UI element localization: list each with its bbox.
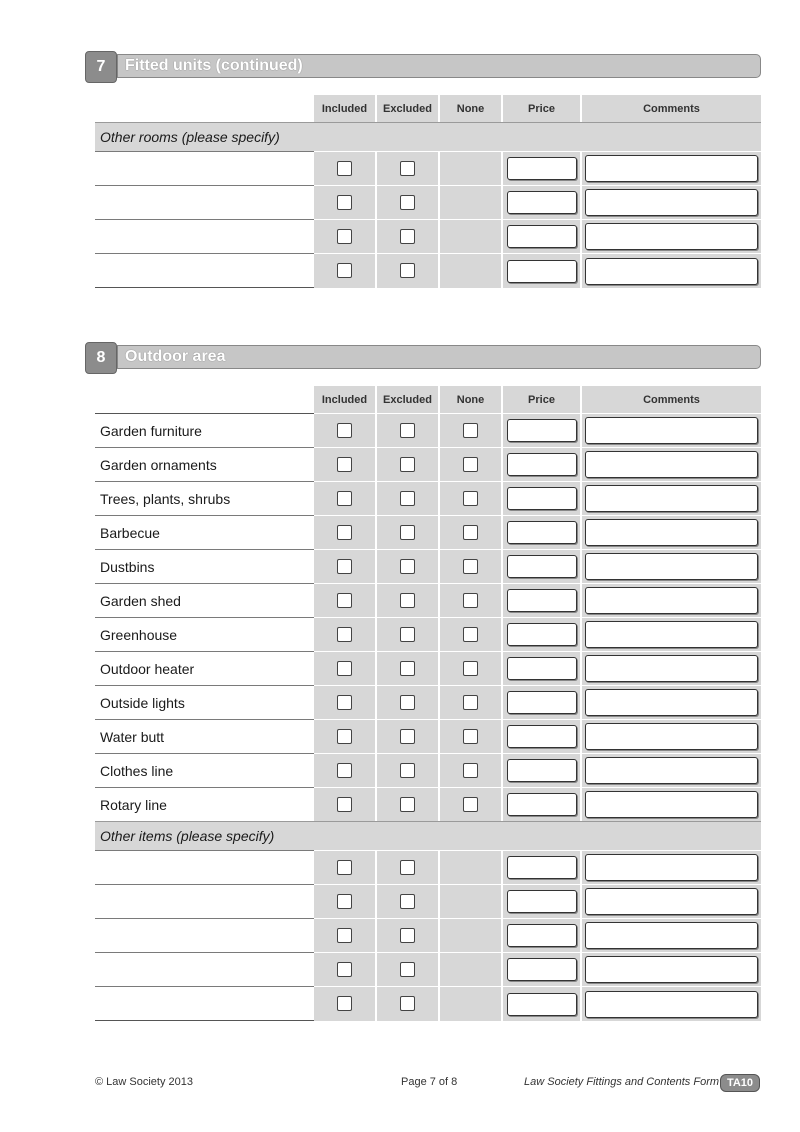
section-7-header xyxy=(85,53,761,83)
excluded-cell xyxy=(377,253,440,288)
section-title: Fitted units (continued) xyxy=(117,54,761,78)
specify-row xyxy=(95,884,761,918)
included-checkbox[interactable] xyxy=(337,423,352,438)
specify-row xyxy=(95,952,761,986)
none-cell xyxy=(440,413,503,447)
comments-cell xyxy=(582,185,761,219)
price-cell xyxy=(503,719,582,753)
other-rooms-label: Other rooms (please specify) xyxy=(95,122,761,151)
comments-cell xyxy=(582,219,761,253)
excluded-cell xyxy=(377,583,440,617)
price-field[interactable] xyxy=(507,191,577,214)
price-field[interactable] xyxy=(507,453,577,476)
section-number: 8 xyxy=(85,342,117,374)
price-field[interactable] xyxy=(507,225,577,248)
comments-cell xyxy=(582,952,761,986)
item-label xyxy=(95,884,314,918)
header-blank xyxy=(95,95,314,122)
comments-field[interactable] xyxy=(585,258,758,285)
excluded-checkbox[interactable] xyxy=(400,729,415,744)
price-field[interactable] xyxy=(507,260,577,283)
comments-field[interactable] xyxy=(585,155,758,182)
price-field[interactable] xyxy=(507,487,577,510)
none-cell xyxy=(440,515,503,549)
price-cell xyxy=(503,685,582,719)
included-cell xyxy=(314,481,377,515)
comments-cell xyxy=(582,753,761,787)
specify-row xyxy=(95,986,761,1021)
none-cell xyxy=(440,447,503,481)
comments-cell xyxy=(582,918,761,952)
specify-row xyxy=(95,253,761,288)
included-cell xyxy=(314,253,377,288)
comments-cell xyxy=(582,515,761,549)
none-cell xyxy=(440,151,503,185)
column-header-comments: Comments xyxy=(582,95,761,122)
price-cell xyxy=(503,481,582,515)
item-label: Water butt xyxy=(95,719,314,753)
none-cell xyxy=(440,986,503,1021)
comments-field[interactable] xyxy=(585,655,758,682)
none-cell xyxy=(440,850,503,884)
included-checkbox[interactable] xyxy=(337,695,352,710)
included-checkbox[interactable] xyxy=(337,263,352,278)
price-field[interactable] xyxy=(507,691,577,714)
included-cell xyxy=(314,447,377,481)
none-cell xyxy=(440,952,503,986)
included-checkbox[interactable] xyxy=(337,559,352,574)
comments-cell xyxy=(582,549,761,583)
specify-row xyxy=(95,850,761,884)
comments-field[interactable] xyxy=(585,223,758,250)
excluded-checkbox[interactable] xyxy=(400,263,415,278)
comments-cell xyxy=(582,583,761,617)
included-cell xyxy=(314,952,377,986)
comments-field[interactable] xyxy=(585,922,758,949)
comments-cell xyxy=(582,481,761,515)
included-checkbox[interactable] xyxy=(337,229,352,244)
included-cell xyxy=(314,850,377,884)
price-cell xyxy=(503,253,582,288)
excluded-checkbox[interactable] xyxy=(400,695,415,710)
included-cell xyxy=(314,719,377,753)
included-cell xyxy=(314,549,377,583)
comments-field[interactable] xyxy=(585,417,758,444)
excluded-cell xyxy=(377,481,440,515)
other-items-label: Other items (please specify) xyxy=(95,821,761,850)
item-row xyxy=(95,753,761,787)
price-cell xyxy=(503,753,582,787)
included-cell xyxy=(314,787,377,821)
comments-field[interactable] xyxy=(585,451,758,478)
column-header-included: Included xyxy=(314,386,377,413)
excluded-cell xyxy=(377,918,440,952)
price-cell xyxy=(503,884,582,918)
excluded-checkbox[interactable] xyxy=(400,593,415,608)
none-checkbox[interactable] xyxy=(463,729,478,744)
item-label: Clothes line xyxy=(95,753,314,787)
none-checkbox[interactable] xyxy=(463,695,478,710)
none-cell xyxy=(440,651,503,685)
comments-field[interactable] xyxy=(585,991,758,1018)
excluded-checkbox[interactable] xyxy=(400,763,415,778)
item-row xyxy=(95,617,761,651)
price-cell xyxy=(503,413,582,447)
price-cell xyxy=(503,447,582,481)
comments-field[interactable] xyxy=(585,689,758,716)
section-title: Outdoor area xyxy=(117,345,761,369)
none-checkbox[interactable] xyxy=(463,627,478,642)
item-label: Barbecue xyxy=(95,515,314,549)
price-field[interactable] xyxy=(507,419,577,442)
item-label xyxy=(95,952,314,986)
excluded-checkbox[interactable] xyxy=(400,195,415,210)
none-cell xyxy=(440,481,503,515)
included-cell xyxy=(314,986,377,1021)
excluded-checkbox[interactable] xyxy=(400,860,415,875)
none-checkbox[interactable] xyxy=(463,491,478,506)
included-checkbox[interactable] xyxy=(337,195,352,210)
price-cell xyxy=(503,651,582,685)
item-label xyxy=(95,253,314,288)
comments-cell xyxy=(582,447,761,481)
comments-cell xyxy=(582,850,761,884)
included-cell xyxy=(314,151,377,185)
included-checkbox[interactable] xyxy=(337,627,352,642)
copyright-text: © Law Society 2013 xyxy=(95,1076,193,1088)
price-field[interactable] xyxy=(507,521,577,544)
included-cell xyxy=(314,583,377,617)
excluded-checkbox[interactable] xyxy=(400,457,415,472)
price-field[interactable] xyxy=(507,657,577,680)
excluded-cell xyxy=(377,753,440,787)
item-label: Trees, plants, shrubs xyxy=(95,481,314,515)
excluded-checkbox[interactable] xyxy=(400,661,415,676)
excluded-checkbox[interactable] xyxy=(400,491,415,506)
item-label xyxy=(95,185,314,219)
comments-cell xyxy=(582,617,761,651)
included-checkbox[interactable] xyxy=(337,525,352,540)
none-checkbox[interactable] xyxy=(463,525,478,540)
none-checkbox[interactable] xyxy=(463,593,478,608)
comments-cell xyxy=(582,413,761,447)
comments-cell xyxy=(582,986,761,1021)
excluded-checkbox[interactable] xyxy=(400,423,415,438)
excluded-cell xyxy=(377,447,440,481)
included-checkbox[interactable] xyxy=(337,491,352,506)
price-field[interactable] xyxy=(507,890,577,913)
item-row xyxy=(95,413,761,447)
column-header-none: None xyxy=(440,95,503,122)
item-row xyxy=(95,583,761,617)
price-field[interactable] xyxy=(507,555,577,578)
excluded-cell xyxy=(377,617,440,651)
none-cell xyxy=(440,787,503,821)
price-field[interactable] xyxy=(507,924,577,947)
price-cell xyxy=(503,952,582,986)
excluded-cell xyxy=(377,549,440,583)
price-field[interactable] xyxy=(507,725,577,748)
comments-field[interactable] xyxy=(585,485,758,512)
none-checkbox[interactable] xyxy=(463,559,478,574)
included-cell xyxy=(314,515,377,549)
included-checkbox[interactable] xyxy=(337,729,352,744)
price-field[interactable] xyxy=(507,958,577,981)
comments-field[interactable] xyxy=(585,854,758,881)
none-cell xyxy=(440,185,503,219)
comments-field[interactable] xyxy=(585,519,758,546)
item-label xyxy=(95,151,314,185)
included-checkbox[interactable] xyxy=(337,996,352,1011)
column-header-included: Included xyxy=(314,95,377,122)
comments-cell xyxy=(582,787,761,821)
excluded-checkbox[interactable] xyxy=(400,161,415,176)
included-checkbox[interactable] xyxy=(337,797,352,812)
comments-field[interactable] xyxy=(585,621,758,648)
none-cell xyxy=(440,753,503,787)
comments-field[interactable] xyxy=(585,791,758,818)
price-field[interactable] xyxy=(507,623,577,646)
excluded-cell xyxy=(377,185,440,219)
included-checkbox[interactable] xyxy=(337,161,352,176)
included-cell xyxy=(314,651,377,685)
form-code-badge: TA10 xyxy=(720,1074,760,1092)
item-label: Garden shed xyxy=(95,583,314,617)
comments-cell xyxy=(582,719,761,753)
included-cell xyxy=(314,884,377,918)
excluded-cell xyxy=(377,884,440,918)
comments-cell xyxy=(582,685,761,719)
column-header-excluded: Excluded xyxy=(377,95,440,122)
none-checkbox[interactable] xyxy=(463,797,478,812)
excluded-cell xyxy=(377,787,440,821)
column-header-comments: Comments xyxy=(582,386,761,413)
comments-cell xyxy=(582,651,761,685)
excluded-checkbox[interactable] xyxy=(400,229,415,244)
item-row xyxy=(95,719,761,753)
comments-field[interactable] xyxy=(585,189,758,216)
price-field[interactable] xyxy=(507,793,577,816)
form-name: Law Society Fittings and Contents Form xyxy=(524,1076,720,1088)
item-label xyxy=(95,918,314,952)
included-cell xyxy=(314,219,377,253)
excluded-cell xyxy=(377,719,440,753)
excluded-checkbox[interactable] xyxy=(400,996,415,1011)
price-cell xyxy=(503,986,582,1021)
price-field[interactable] xyxy=(507,157,577,180)
price-field[interactable] xyxy=(507,589,577,612)
none-cell xyxy=(440,219,503,253)
none-cell xyxy=(440,719,503,753)
excluded-cell xyxy=(377,151,440,185)
item-label: Rotary line xyxy=(95,787,314,821)
comments-cell xyxy=(582,253,761,288)
included-checkbox[interactable] xyxy=(337,763,352,778)
column-header-excluded: Excluded xyxy=(377,386,440,413)
included-cell xyxy=(314,685,377,719)
specify-row xyxy=(95,151,761,185)
item-label: Garden furniture xyxy=(95,413,314,447)
item-row xyxy=(95,447,761,481)
excluded-cell xyxy=(377,651,440,685)
none-cell xyxy=(440,617,503,651)
included-checkbox[interactable] xyxy=(337,860,352,875)
item-label xyxy=(95,219,314,253)
included-cell xyxy=(314,918,377,952)
included-checkbox[interactable] xyxy=(337,593,352,608)
column-header-price: Price xyxy=(503,95,582,122)
none-cell xyxy=(440,918,503,952)
excluded-checkbox[interactable] xyxy=(400,559,415,574)
item-row xyxy=(95,515,761,549)
item-row xyxy=(95,651,761,685)
page-number: Page 7 of 8 xyxy=(401,1076,458,1088)
none-cell xyxy=(440,583,503,617)
none-checkbox[interactable] xyxy=(463,423,478,438)
comments-field[interactable] xyxy=(585,587,758,614)
item-label xyxy=(95,850,314,884)
comments-field[interactable] xyxy=(585,888,758,915)
item-row xyxy=(95,549,761,583)
item-row xyxy=(95,481,761,515)
price-cell xyxy=(503,918,582,952)
comments-field[interactable] xyxy=(585,553,758,580)
item-label: Outside lights xyxy=(95,685,314,719)
item-label: Greenhouse xyxy=(95,617,314,651)
none-checkbox[interactable] xyxy=(463,457,478,472)
item-row xyxy=(95,787,761,821)
none-cell xyxy=(440,253,503,288)
excluded-cell xyxy=(377,952,440,986)
comments-field[interactable] xyxy=(585,757,758,784)
price-cell xyxy=(503,617,582,651)
included-checkbox[interactable] xyxy=(337,894,352,909)
section-number: 7 xyxy=(85,51,117,83)
excluded-cell xyxy=(377,219,440,253)
section-8-header xyxy=(85,344,761,374)
excluded-checkbox[interactable] xyxy=(400,928,415,943)
item-row xyxy=(95,685,761,719)
price-cell xyxy=(503,515,582,549)
included-checkbox[interactable] xyxy=(337,661,352,676)
item-label: Outdoor heater xyxy=(95,651,314,685)
item-label xyxy=(95,986,314,1021)
included-cell xyxy=(314,617,377,651)
excluded-cell xyxy=(377,515,440,549)
column-header-price: Price xyxy=(503,386,582,413)
item-label: Garden ornaments xyxy=(95,447,314,481)
excluded-checkbox[interactable] xyxy=(400,894,415,909)
comments-cell xyxy=(582,151,761,185)
price-cell xyxy=(503,850,582,884)
price-cell xyxy=(503,787,582,821)
comments-cell xyxy=(582,884,761,918)
included-cell xyxy=(314,185,377,219)
included-cell xyxy=(314,753,377,787)
excluded-cell xyxy=(377,986,440,1021)
excluded-checkbox[interactable] xyxy=(400,797,415,812)
comments-field[interactable] xyxy=(585,723,758,750)
price-field[interactable] xyxy=(507,856,577,879)
excluded-cell xyxy=(377,685,440,719)
price-cell xyxy=(503,549,582,583)
excluded-checkbox[interactable] xyxy=(400,525,415,540)
none-cell xyxy=(440,685,503,719)
none-cell xyxy=(440,884,503,918)
none-checkbox[interactable] xyxy=(463,661,478,676)
included-checkbox[interactable] xyxy=(337,928,352,943)
specify-row xyxy=(95,185,761,219)
included-checkbox[interactable] xyxy=(337,457,352,472)
column-header-none: None xyxy=(440,386,503,413)
price-cell xyxy=(503,185,582,219)
price-cell xyxy=(503,151,582,185)
price-cell xyxy=(503,219,582,253)
item-label: Dustbins xyxy=(95,549,314,583)
price-cell xyxy=(503,583,582,617)
price-field[interactable] xyxy=(507,993,577,1016)
specify-row xyxy=(95,918,761,952)
none-cell xyxy=(440,549,503,583)
included-checkbox[interactable] xyxy=(337,962,352,977)
outdoor-area-table xyxy=(95,386,761,1021)
none-checkbox[interactable] xyxy=(463,763,478,778)
excluded-cell xyxy=(377,413,440,447)
header-blank xyxy=(95,386,314,413)
fitted-units-table xyxy=(95,95,761,288)
included-cell xyxy=(314,413,377,447)
excluded-cell xyxy=(377,850,440,884)
excluded-checkbox[interactable] xyxy=(400,627,415,642)
excluded-checkbox[interactable] xyxy=(400,962,415,977)
specify-row xyxy=(95,219,761,253)
price-field[interactable] xyxy=(507,759,577,782)
comments-field[interactable] xyxy=(585,956,758,983)
